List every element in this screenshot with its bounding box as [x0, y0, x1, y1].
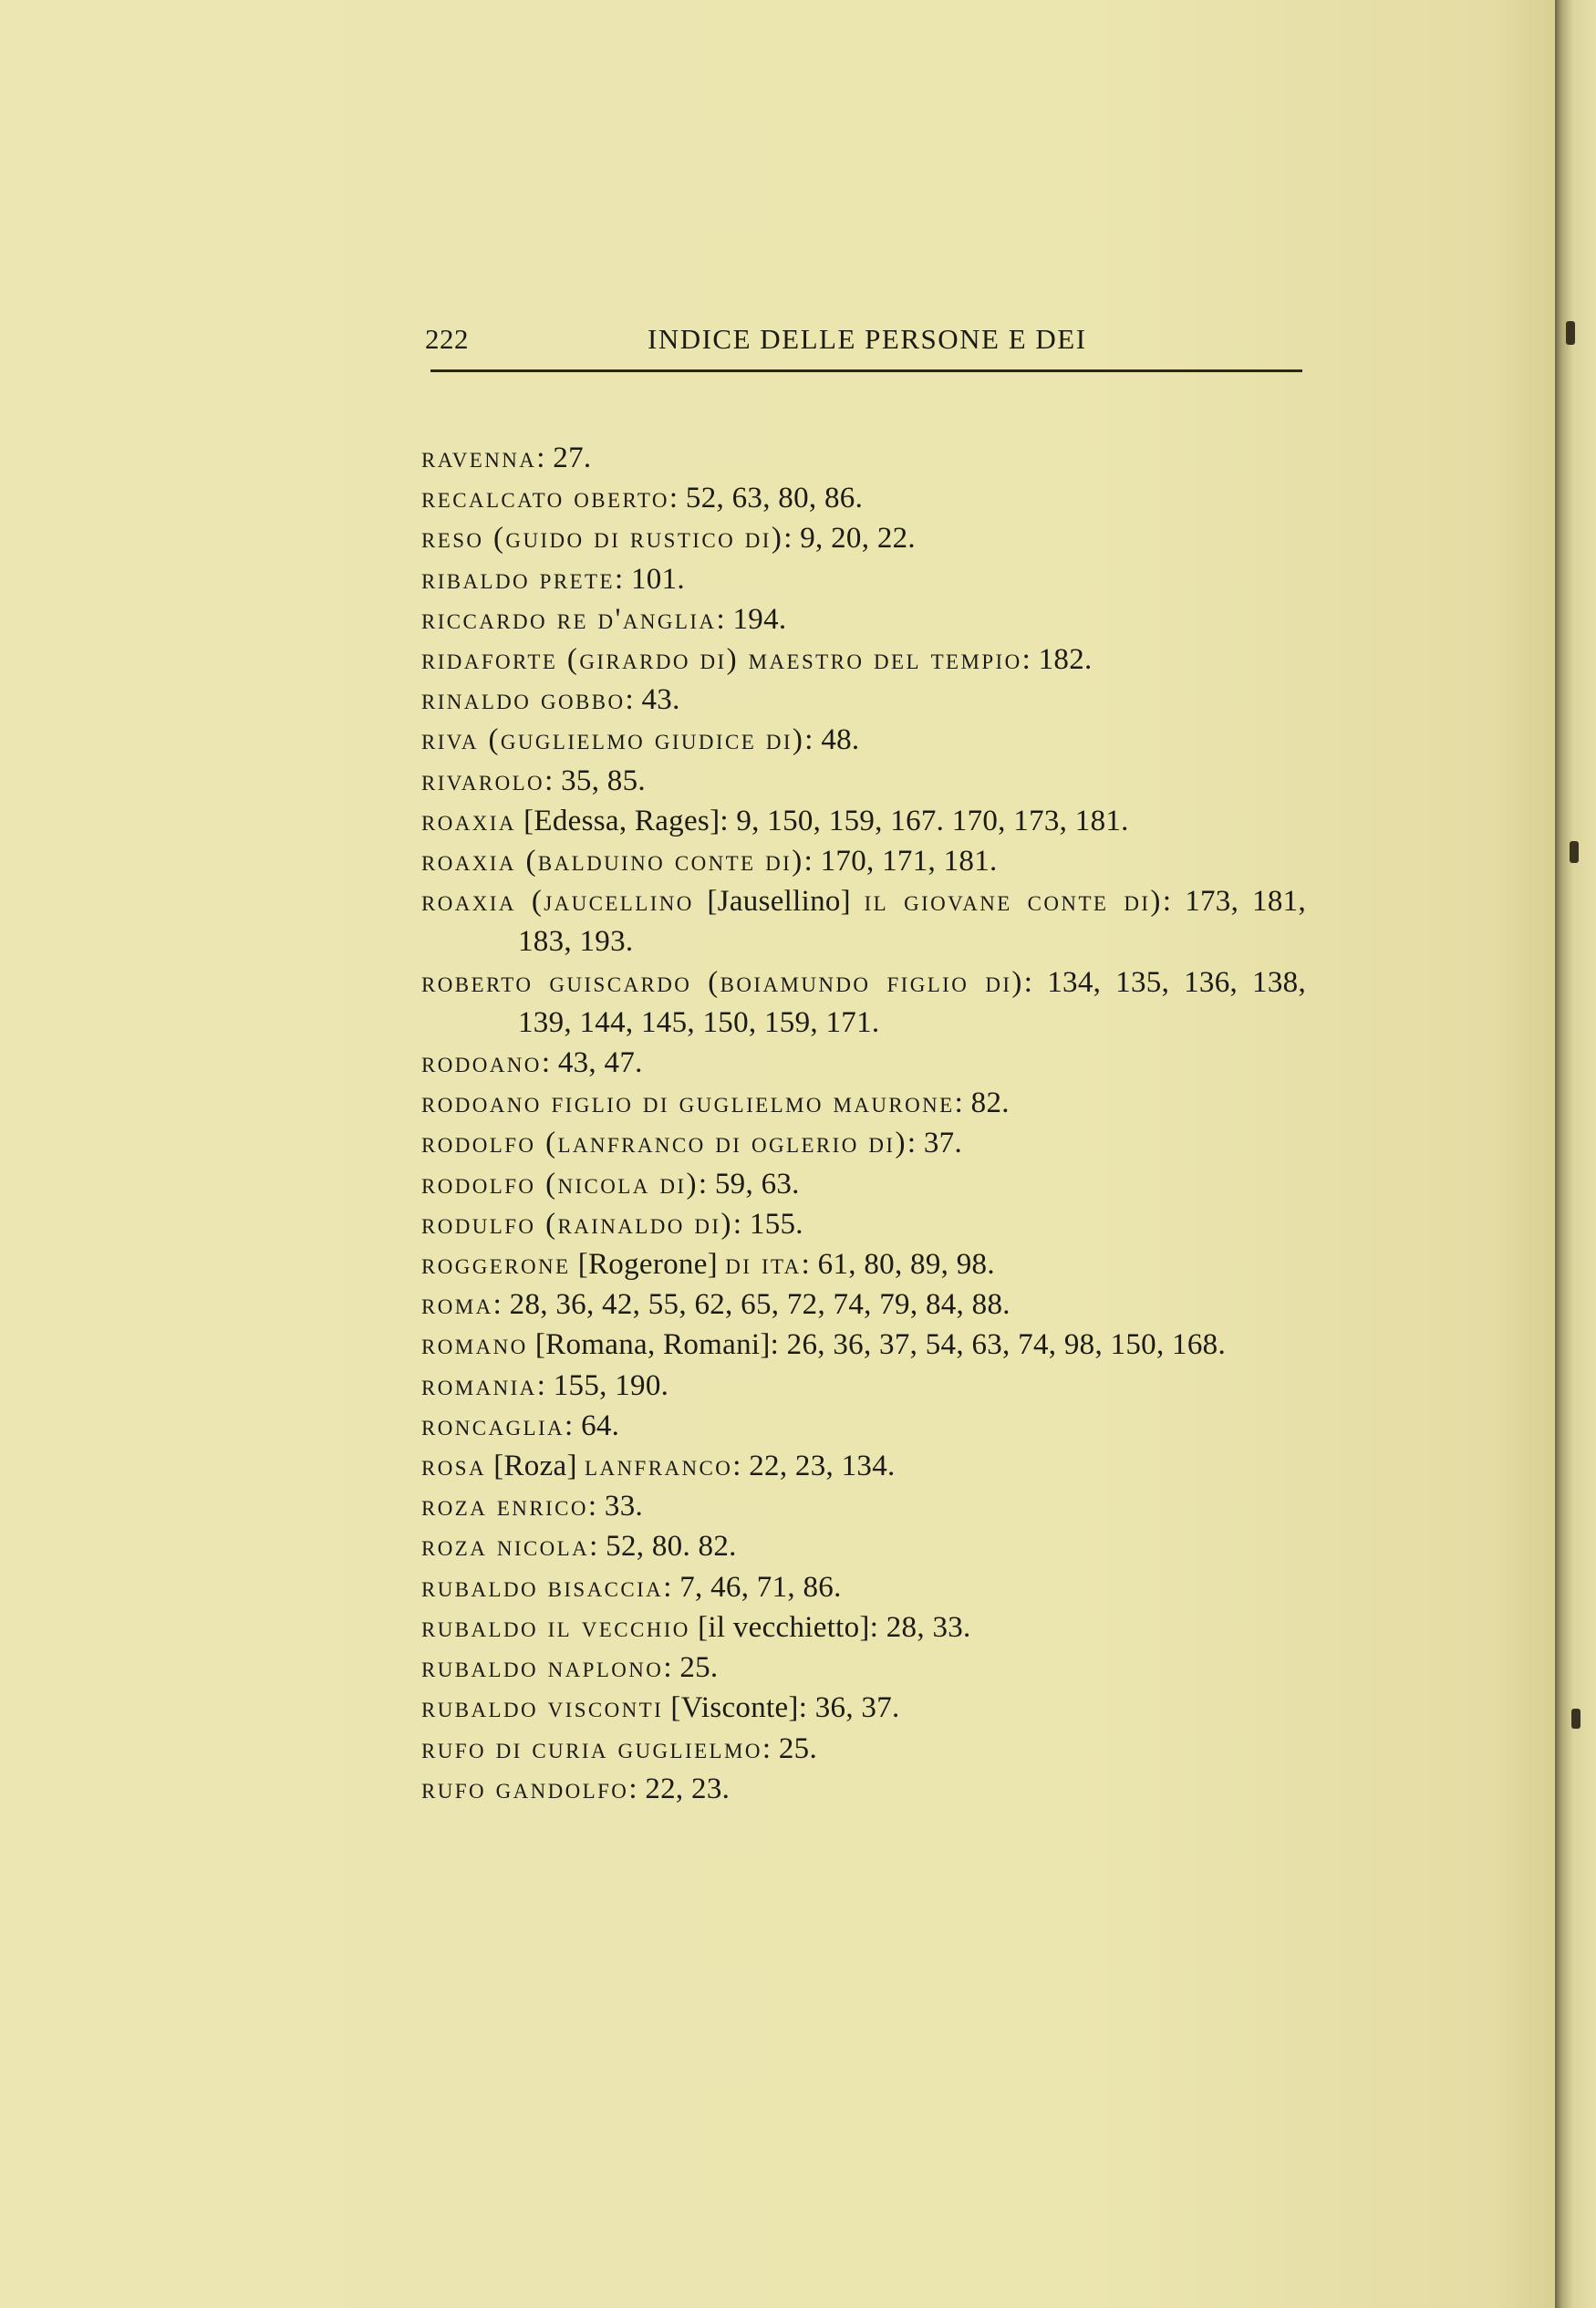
page-header	[425, 323, 1302, 363]
index-entry: rosa [Roza] lanfranco: 22, 23, 134.	[421, 1450, 896, 1483]
index-entries	[421, 438, 1306, 1809]
index-entry: rodolfo (nicola di): 59, 63.	[421, 1167, 800, 1201]
index-entry: rodulfo (rainaldo di): 155.	[421, 1207, 803, 1241]
index-entry: roggerone [Rogerone] di ita: 61, 80, 89, 98.	[421, 1248, 995, 1282]
edge-mark	[1571, 1709, 1580, 1729]
edge-mark	[1570, 841, 1579, 863]
index-entry: romano [Romana, Romani]: 26, 36, 37, 54, 63, 74, 98, 150, 168.	[421, 1328, 1227, 1362]
index-entry: ridaforte (girardo di) maestro del tempio: 182.	[421, 643, 1093, 677]
index-entry: rufo di curia guglielmo: 25.	[421, 1731, 818, 1765]
index-entry: reso (guido di rustico di): 9, 20, 22.	[421, 522, 916, 556]
index-entry: rubaldo naplono: 25.	[421, 1651, 719, 1685]
index-entry: rivarolo: 35, 85.	[421, 764, 646, 797]
page-edge	[1555, 0, 1596, 2308]
index-entry: rufo gandolfo: 22, 23.	[421, 1772, 731, 1805]
index-entry: roaxia (balduino conte di): 170, 171, 181.	[421, 845, 998, 878]
index-entry: roza enrico: 33.	[421, 1490, 644, 1523]
index-entry: rubaldo il vecchio [il vecchietto]: 28, 33.	[421, 1610, 971, 1644]
index-entry: roberto guiscardo (boiamundo figlio di): 134, 135, 136, 138, 139, 144, 145, 150, 159, 171.	[421, 965, 1306, 1039]
index-entry: roza nicola: 52, 80. 82.	[421, 1530, 737, 1564]
edge-mark	[1566, 321, 1575, 345]
index-entry: rodoano: 43, 47.	[421, 1046, 643, 1080]
index-entry: ravenna: 27.	[421, 442, 592, 474]
running-title: INDICE DELLE PERSONE E DEI	[648, 323, 1087, 355]
index-entry: riccardo re d'anglia: 194.	[421, 602, 787, 636]
index-entry: roaxia [Edessa, Rages]: 9, 150, 159, 167. 170, 173, 181.	[421, 804, 1129, 837]
header-rule	[430, 369, 1302, 372]
index-entry: ribaldo prete: 101.	[421, 562, 685, 596]
index-entry: rubaldo bisaccia: 7, 46, 71, 86.	[421, 1570, 842, 1604]
page-number: 222	[425, 323, 469, 355]
index-entry: rinaldo gobbo: 43.	[421, 683, 680, 717]
index-entry: romania: 155, 190.	[421, 1368, 669, 1402]
index-entry: rubaldo visconti [Visconte]: 36, 37.	[421, 1691, 900, 1725]
index-entry: rodolfo (lanfranco di oglerio di): 37.	[421, 1127, 963, 1160]
index-entry: roma: 28, 36, 42, 55, 62, 65, 72, 74, 79, 84, 88.	[421, 1288, 1010, 1322]
index-entry: roaxia (jaucellino [Jausellino] il giovane conte di): 173, 181, 183, 193.	[421, 885, 1306, 959]
index-entry: roncaglia: 64.	[421, 1409, 620, 1442]
index-entry: riva (guglielmo giudice di): 48.	[421, 723, 860, 757]
index-entry: recalcato oberto: 52, 63, 80, 86.	[421, 482, 864, 515]
index-entry: rodoano figlio di guglielmo maurone: 82.	[421, 1086, 1010, 1120]
